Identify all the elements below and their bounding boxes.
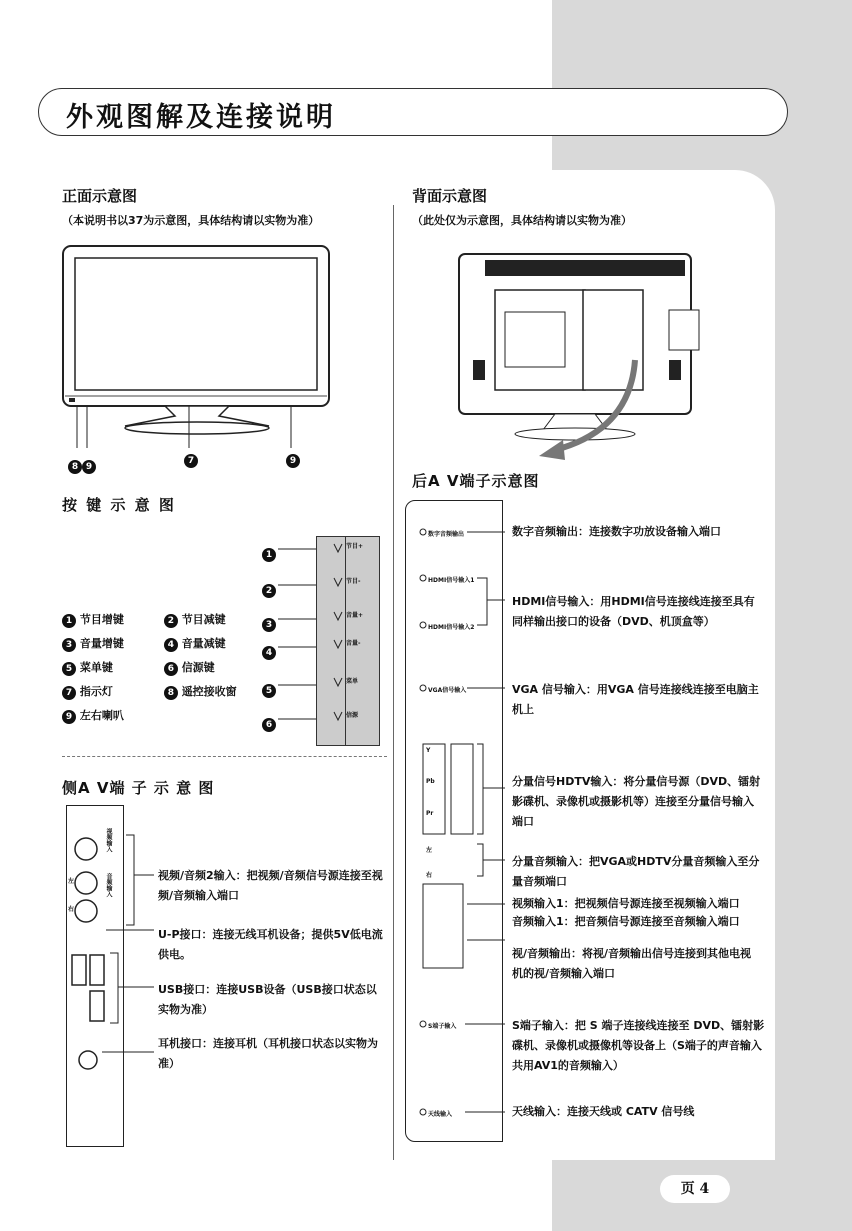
page-number: 页 4 [660, 1175, 730, 1203]
rear-desc-ypbpr: 分量信号HDTV输入：将分量信号源（DVD、镭射影碟机、录像机或摄影机等）连接至分量信号输入端口 [512, 775, 761, 828]
front-callouts [68, 454, 96, 474]
key-label-source: 信源 [346, 712, 359, 719]
side-port-audio: 音频输入 [105, 873, 112, 897]
legend-text-5: 菜单键 [79, 661, 113, 674]
keys-heading: 按 键 示 意 图 [62, 496, 176, 514]
front-tv-illustration [55, 238, 340, 448]
rear-desc-video1: 视频输入1：把视频信号源连接至视频输入端口 [512, 897, 740, 910]
legend-text-2: 节目减键 [181, 613, 226, 626]
rear-connector-lines [415, 500, 515, 1140]
key-label-ch-down: 节目- [346, 578, 361, 585]
side-port-video: 视频输入 [105, 828, 112, 852]
rear-heading: 后A V端子示意图 [412, 472, 540, 490]
side-port-left: 左 [68, 878, 75, 885]
rear-port-pb: Pb [426, 778, 435, 785]
rear-desc-component-audio: 分量音频输入：把VGA或HDTV分量音频输入至分量音频端口 [512, 855, 760, 888]
side-ports-illustration [66, 805, 196, 1145]
side-desc-up: U-P接口：连接无线耳机设备；提供5V低电流供电。 [158, 928, 383, 961]
rear-port-vga: VGA信号输入 [428, 687, 467, 694]
back-note: （此处仅为示意图，具体结构请以实物为准） [412, 214, 632, 227]
rear-port-right: 右 [426, 872, 433, 879]
legend-text-6: 信源键 [181, 661, 215, 674]
rear-desc-spdif: 数字音频输出：连接数字功放设备输入端口 [512, 525, 721, 538]
key-row-6: 6 [262, 712, 276, 732]
page-title: 外观图解及连接说明 [66, 102, 336, 133]
key-label-menu: 菜单 [346, 678, 359, 685]
rear-port-svideo: S端子输入 [428, 1023, 457, 1030]
key-leader-lines [278, 536, 378, 744]
key-label-ch-up: 节目+ [346, 543, 364, 550]
rear-port-y: Y [426, 747, 431, 754]
side-desc-usb: USB接口：连接USB设备（USB接口状态以实物为准） [158, 983, 377, 1016]
legend-text-7: 指示灯 [79, 685, 113, 698]
front-callout-9b: 9 [286, 454, 300, 468]
rear-port-spdif: 数字音频输出 [428, 531, 465, 538]
key-row-2: 2 [262, 578, 276, 598]
front-callout-8: 8 [68, 460, 82, 474]
rear-desc-vga: VGA 信号输入：用VGA 信号连接线连接至电脑主机上 [512, 683, 759, 716]
front-heading: 正面示意图 [62, 187, 138, 205]
key-row-5: 5 [262, 678, 276, 698]
side-desc-av2: 视频/音频2输入：把视频/音频信号源连接至视频/音频输入端口 [158, 869, 383, 902]
legend-text-8: 遥控接收窗 [181, 685, 237, 698]
section-divider [62, 756, 387, 757]
side-heading: 侧A V端 子 示 意 图 [62, 779, 215, 797]
rear-desc-audio1: 音频输入1：把音频信号源连接至音频输入端口 [512, 915, 740, 928]
rear-desc-av-out: 视/音频输出：将视/音频输出信号连接到其他电视机的视/音频输入端口 [512, 947, 752, 980]
key-row-1: 1 [262, 542, 276, 562]
side-desc-earphone: 耳机接口：连接耳机（耳机接口状态以实物为准） [158, 1037, 378, 1070]
front-callout-9a: 9 [82, 460, 96, 474]
legend-text-4: 音量减键 [181, 637, 226, 650]
keys-legend: 1 节目增键 2 节目减键 3 音量增键 4 音量减键 5 菜单键 6 信源键 7 指示灯 8 遥控接收窗 9 左右喇叭 [62, 608, 262, 728]
side-port-right: 右 [68, 906, 75, 913]
rear-port-hdmi1: HDMI信号输入1 [428, 577, 475, 584]
rear-port-hdmi2: HDMI信号输入2 [428, 624, 475, 631]
legend-text-1: 节目增键 [79, 613, 124, 626]
rear-desc-svideo: S端子输入：把 S 端子连接线连接至 DVD、镭射影碟机、录像机或摄像机等设备上（S端子的声音输入共用AV1的音频输入） [512, 1019, 765, 1072]
legend-text-9: 左右喇叭 [79, 709, 124, 722]
key-row-4: 4 [262, 640, 276, 660]
front-callout-7: 7 [184, 454, 198, 468]
rear-port-pr: Pr [426, 810, 434, 817]
key-row-3: 3 [262, 612, 276, 632]
rear-desc-hdmi: HDMI信号输入：用HDMI信号连接线连接至具有同样输出接口的设备（DVD、机顶盒等） [512, 595, 755, 628]
rear-port-antenna: 天线输入 [428, 1111, 453, 1118]
front-note: （本说明书以37为示意图，具体结构请以实物为准） [62, 214, 320, 227]
back-heading: 背面示意图 [412, 187, 488, 205]
legend-text-3: 音量增键 [79, 637, 124, 650]
key-label-vol-up: 音量+ [346, 612, 364, 619]
column-divider [393, 205, 394, 1160]
back-tv-illustration [455, 250, 715, 470]
rear-port-left: 左 [426, 847, 433, 854]
key-label-vol-down: 音量- [346, 640, 361, 647]
rear-desc-antenna: 天线输入：连接天线或 CATV 信号线 [512, 1105, 695, 1118]
